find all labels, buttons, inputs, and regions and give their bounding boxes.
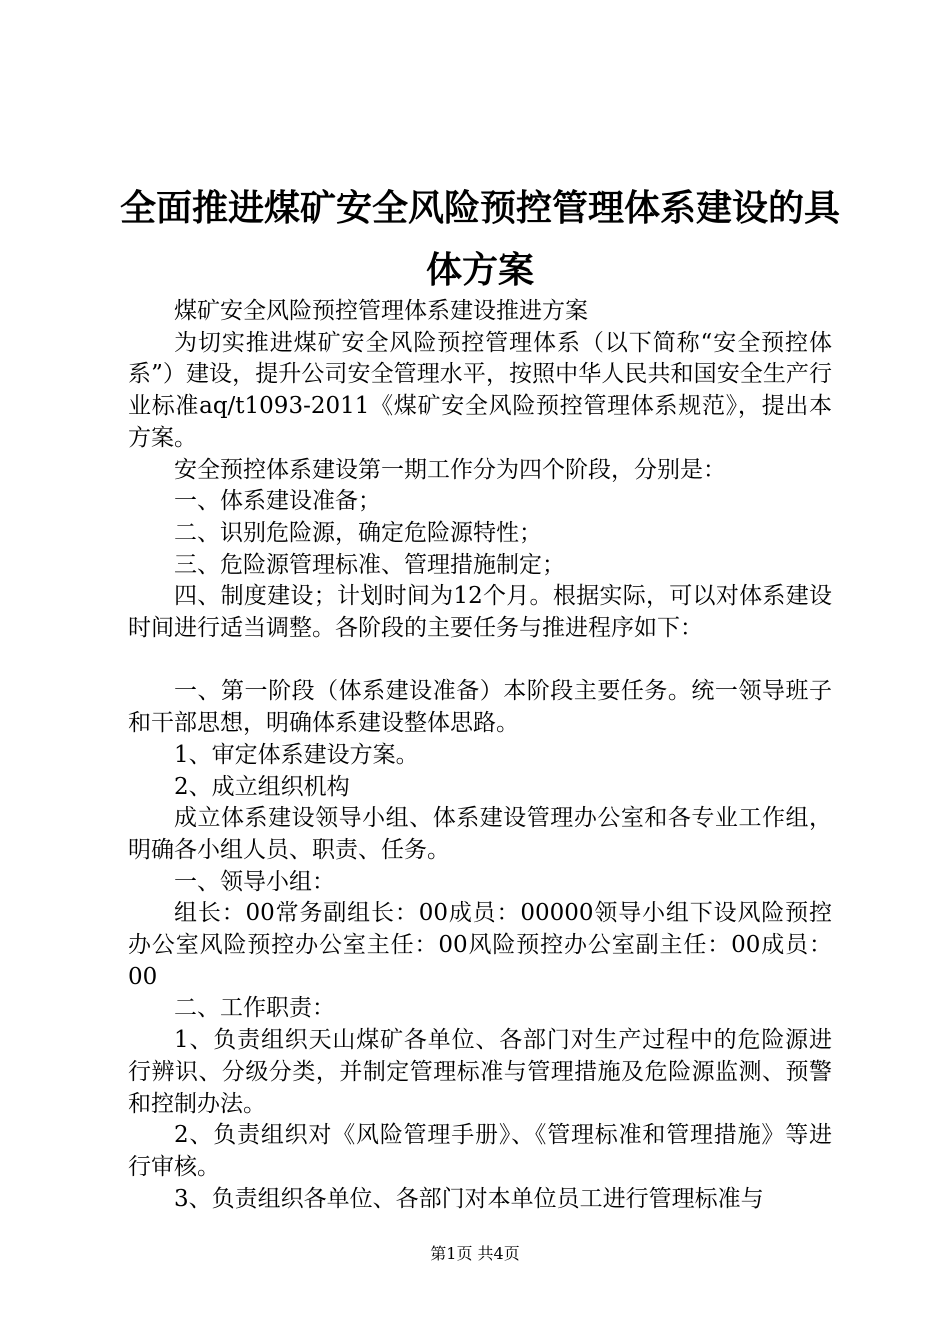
paragraph-phases-lead: 安全预控体系建设第一期工作分为四个阶段，分别是： (174, 456, 726, 483)
paragraph-duty-1: 1、负责组织天山煤矿各单位、各部门对生产过程中的危险源进行辨识、分级分类，并制定管理标准与管理措施及危险源监测、预警和控制办法。 (128, 1027, 832, 1117)
page-number-footer: 第1页 共4页 (430, 1244, 520, 1263)
paragraph-phase-4: 四、制度建设；计划时间为12个月。根据实际，可以对体系建设时间进行适当调整。各阶段的主要任务与推进程序如下： (128, 583, 832, 642)
paragraph-phase-2: 二、识别危险源，确定危险源特性； (174, 519, 542, 546)
paragraph-organization: 成立体系建设领导小组、体系建设管理办公室和各专业工作组，明确各小组人员、职责、任务。 (128, 805, 832, 863)
paragraph-duties-heading: 二、工作职责： (174, 995, 335, 1022)
paragraph-intro: 为切实推进煤矿安全风险预控管理体系（以下简称“安全预控体系”）建设，提升公司安全管理水平，按照中华人民共和国安全生产行业标准aq/t1093-2011《煤矿安全风险预控管理体系规范》，提出本方案。 (128, 329, 832, 451)
document-body (128, 296, 832, 1215)
paragraph-item-1: 1、审定体系建设方案。 (174, 741, 419, 768)
paragraph-item-2: 2、成立组织机构 (174, 773, 350, 800)
paragraph-phase-1: 一、体系建设准备； (174, 488, 381, 515)
page-title: 全面推进煤矿安全风险预控管理体系建设的具体方案 (119, 188, 840, 291)
paragraph-duty-2: 2、负责组织对《风险管理手册》、《管理标准和管理措施》等进行审核。 (128, 1122, 832, 1180)
paragraph-leadership-members: 组长：00常务副组长：00成员：00000领导小组下设风险预控办公室风险预控办公室主任：00风险预控办公室副主任：00成员：00 (128, 900, 832, 990)
paragraph-duty-3: 3、负责组织各单位、各部门对本单位员工进行管理标准与 (174, 1185, 764, 1212)
paragraph-phase-3: 三、危险源管理标准、管理措施制定； (174, 551, 565, 578)
paragraph-leadership-heading: 一、领导小组： (174, 868, 335, 895)
paragraph-subtitle: 煤矿安全风险预控管理体系建设推进方案 (174, 298, 588, 324)
paragraph-stage-one: 一、第一阶段（体系建设准备）本阶段主要任务。统一领导班子和干部思想，明确体系建设整体思路。 (128, 678, 832, 737)
